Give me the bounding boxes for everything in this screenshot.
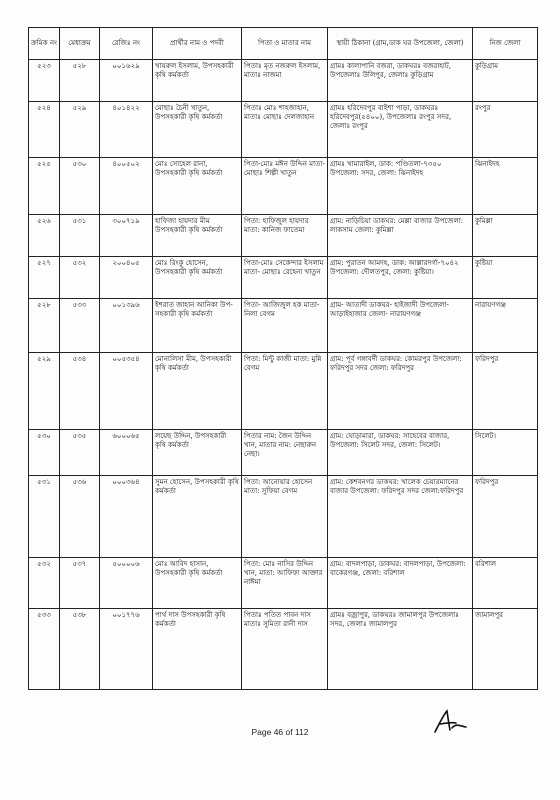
cell-merit: ৫৩৭ [60, 558, 100, 609]
table-row [29, 257, 538, 299]
cell-reg: ০০৫৩৫৪ [100, 353, 153, 430]
cell-merit: ৫৩৪ [60, 353, 100, 430]
cell-merit: ৫৩৫ [60, 430, 100, 476]
cell-address: গ্রাম- আতাদী ডাকঘর- হাইজাদী উপজেলা- আড়াইহাজার জেলা- নারায়ণগঞ্জ [328, 299, 473, 353]
cell-merit: ৫৩২ [60, 257, 100, 299]
cell-serial: ৫৩৩ [29, 609, 60, 690]
cell-parents: পিতা- আজিজুল হক মাতা- নিলা বেগম [242, 299, 328, 353]
cell-district: বরিশাল [473, 558, 538, 609]
cell-address: গ্রামঃ কালাপানি বজরা, ডাকঘরঃ বজরাহাট, উপজেলাঃ উলিপুর, জেলাঃ কুড়িগ্রাম [328, 60, 473, 102]
col-header-name: প্রার্থীর নাম ও পদবী [153, 28, 242, 60]
cell-serial: ৫২৭ [29, 257, 60, 299]
cell-merit: ৫২৯ [60, 102, 100, 158]
cell-district: কুমিল্লা [473, 215, 538, 257]
cell-parents: পিতা: আনোয়ার হোসেন মাতা: সুফিয়া বেগম [242, 476, 328, 558]
cell-parents: পিতা: হাফিজুল হায়দার মাতা: কানিজ ফাতেমা [242, 215, 328, 257]
cell-serial: ৫২৪ [29, 102, 60, 158]
cell-serial: ৫৩১ [29, 476, 60, 558]
cell-serial: ৫৩০ [29, 430, 60, 476]
cell-address: গ্রাম: ঘোড়ামারা, ডাকঘর: সাহেবের বাজার, উপজেলা: সিলেট সদর, জেলা: সিলেট। [328, 430, 473, 476]
cell-name: সুমন হোসেন, উপসহকারী কৃষি কর্মকর্তা [153, 476, 242, 558]
cell-address: গ্রামঃ হরিদেবপুর বাইশা পাড়া, ডাকঘরঃ হরিদেবপুর(৫৪০০), উপজেলাঃ রংপুর সদর, জেলাঃ রংপুর [328, 102, 473, 158]
cell-merit: ৫৩৩ [60, 299, 100, 353]
cell-name: মোছাঃ চৈনী খাতুন, উপসহকারী কৃষি কর্মকর্তা [153, 102, 242, 158]
cell-parents: পিতা: মিন্টু কাজী মাতা: মুন্নি বেগম [242, 353, 328, 430]
table-header-row [29, 28, 538, 60]
cell-name: ইশরাত জাহান আনিকা উপ-সহকারী কৃষি কর্মকর্তা [153, 299, 242, 353]
handwritten-signature [432, 708, 468, 738]
cell-parents: পিতাঃ মোঃ শাহজাহান, মাতাঃ মোছাঃ দেলজাহান [242, 102, 328, 158]
table-row [29, 158, 538, 215]
cell-name: মোঃ সোহেল রানা, উপসহকারী কৃষি কর্মকর্তা [153, 158, 242, 215]
cell-district: সিলেট। [473, 430, 538, 476]
cell-address: গ্রাম: নাড়িচিয়া ডাকঘর: মেল্লা বাজার উপজেলা: লাকসাম জেলা: কুমিল্লা [328, 215, 473, 257]
cell-reg: ৩০০৭১৯ [100, 215, 153, 257]
cell-serial: ৫২৯ [29, 353, 60, 430]
candidate-table [28, 27, 538, 690]
cell-district: ফরিদপুর [473, 476, 538, 558]
cell-reg: ৬০০০৬৫ [100, 430, 153, 476]
cell-address: গ্রাম: কেশবনগর ডাকঘর: খালেক চেয়ারম্যানের বাজার উপজেলা: ফরিদপুর সদর জেলা:ফরিদপুর [328, 476, 473, 558]
cell-reg: ৪০০৫০২ [100, 158, 153, 215]
cell-merit: ৫৩১ [60, 215, 100, 257]
table-row [29, 60, 538, 102]
cell-district: ফরিদপুর [473, 353, 538, 430]
cell-reg: ০০১৬২৯ [100, 60, 153, 102]
cell-name: খায়রুল ইসলাম, উপসহকারী কৃষি কর্মকর্তা [153, 60, 242, 102]
cell-parents: পিতা: মোঃ নাসির উদ্দিন খান, মাতা: আফিফা আক্তার নাঈমা [242, 558, 328, 609]
cell-reg: ৫০০০০৬ [100, 558, 153, 609]
cell-district: কুষ্টিয়া [473, 257, 538, 299]
cell-address: গ্রাম: পূর্ব গঙ্গাবর্দী ডাকঘর: কোমরপুর উপজেলা: ফরিদপুর সদর জেলা: ফরিদপুর [328, 353, 473, 430]
cell-address: গ্রাম: বাদলপাড়া, ডাকঘর: বাদলপাড়া, উপজেলা: বাকেরগঞ্জ, জেলা: বরিশাল [328, 558, 473, 609]
cell-parents: পিতা-মোঃ মঈন উদ্দিন মাতা-মোছাঃ শিল্পী খাতুন [242, 158, 328, 215]
col-header-serial: ক্রমিক নং [29, 28, 60, 60]
cell-parents: পিতা-মোঃ সেকেন্দার ইসলাম মাতা- মোছাঃ রেহেনা খাতুন [242, 257, 328, 299]
cell-district: ঝিনাইদহ [473, 158, 538, 215]
col-header-reg: রেজিঃ নং [100, 28, 153, 60]
cell-district: জামালপুর [473, 609, 538, 690]
cell-merit: ৫৩৮ [60, 609, 100, 690]
table-row [29, 476, 538, 558]
table-row [29, 353, 538, 430]
cell-parents: পিতাঃ পতিত পাবন দাস মাতাঃ সুমিতা রানী দাস [242, 609, 328, 690]
table-row [29, 215, 538, 257]
cell-district: নারায়ণগঞ্জ [473, 299, 538, 353]
table-row [29, 558, 538, 609]
cell-name: মোনালিসা মীম, উপসহকারী কৃষি কর্মকর্তা [153, 353, 242, 430]
cell-name: পার্থ দাস উপসহকারী কৃষি কর্মকর্তা [153, 609, 242, 690]
table-row [29, 102, 538, 158]
col-header-address: স্থায়ী ঠিকানা (গ্রাম,ডাক ঘর উপজেলা, জেলা) [328, 28, 473, 60]
cell-address: গ্রামঃ বজ্রাপুর, ডাকঘরঃ জামালপুর উপজেলাঃ সদর, জেলাঃ জামালপুর [328, 609, 473, 690]
cell-parents: পিতাঃ মৃত নজরুল ইসলাম, মাতাঃ নাজমা [242, 60, 328, 102]
cell-name: মোঃ আবিদ হাসান, উপসহকারী কৃষি কর্মকর্তা [153, 558, 242, 609]
cell-serial: ৫২৮ [29, 299, 60, 353]
col-header-merit: মেধাক্রম [60, 28, 100, 60]
cell-serial: ৫২৫ [29, 158, 60, 215]
table-row [29, 430, 538, 476]
cell-district: কুড়িগ্রাম [473, 60, 538, 102]
cell-address: গ্রাম: পুরাতন আমদহ, ডাক: আল্লারদর্গা-৭০৪২ উপজেলা: দৌলতপুর, জেলা: কুষ্টিয়া। [328, 257, 473, 299]
cell-serial: ৫২৩ [29, 60, 60, 102]
table-row [29, 609, 538, 690]
cell-reg: ০০১৭৭৬ [100, 609, 153, 690]
cell-reg: ০০০৩৬৪ [100, 476, 153, 558]
table-row [29, 299, 538, 353]
cell-address: গ্রামঃ খামারাইল, ডাক: পণ্ডিতলা-৭৩৫০ উপজেলা: সদর, জেলা: ঝিনাইদহ [328, 158, 473, 215]
cell-name: লয়েছ উদ্দিন, উপসহকারী কৃষি কর্মকর্তা [153, 430, 242, 476]
cell-name: হাফিজা হায়দার মীম উপসহকারী কৃষি কর্মকর্তা [153, 215, 242, 257]
cell-parents: পিতার নাম: জৈন উদ্দিন খান, মাতার নাম: নেছারুন নেছা। [242, 430, 328, 476]
cell-reg: ০০১৩৯৬ [100, 299, 153, 353]
cell-district: রংপুর [473, 102, 538, 158]
cell-name: মোঃ রিংকু হোসেন, উপসহকারী কৃষি কর্মকর্তা [153, 257, 242, 299]
page-number: Page 46 of 112 [251, 727, 309, 737]
cell-merit: ৫৩৬ [60, 476, 100, 558]
cell-serial: ৫৩২ [29, 558, 60, 609]
cell-merit: ৫২৮ [60, 60, 100, 102]
col-header-district: নিজ জেলা [473, 28, 538, 60]
col-header-parents: পিতা ও মাতার নাম [242, 28, 328, 60]
cell-reg: ২০০৪০৫ [100, 257, 153, 299]
cell-reg: ৪০১৪২২ [100, 102, 153, 158]
cell-merit: ৫৩০ [60, 158, 100, 215]
cell-serial: ৫২৬ [29, 215, 60, 257]
